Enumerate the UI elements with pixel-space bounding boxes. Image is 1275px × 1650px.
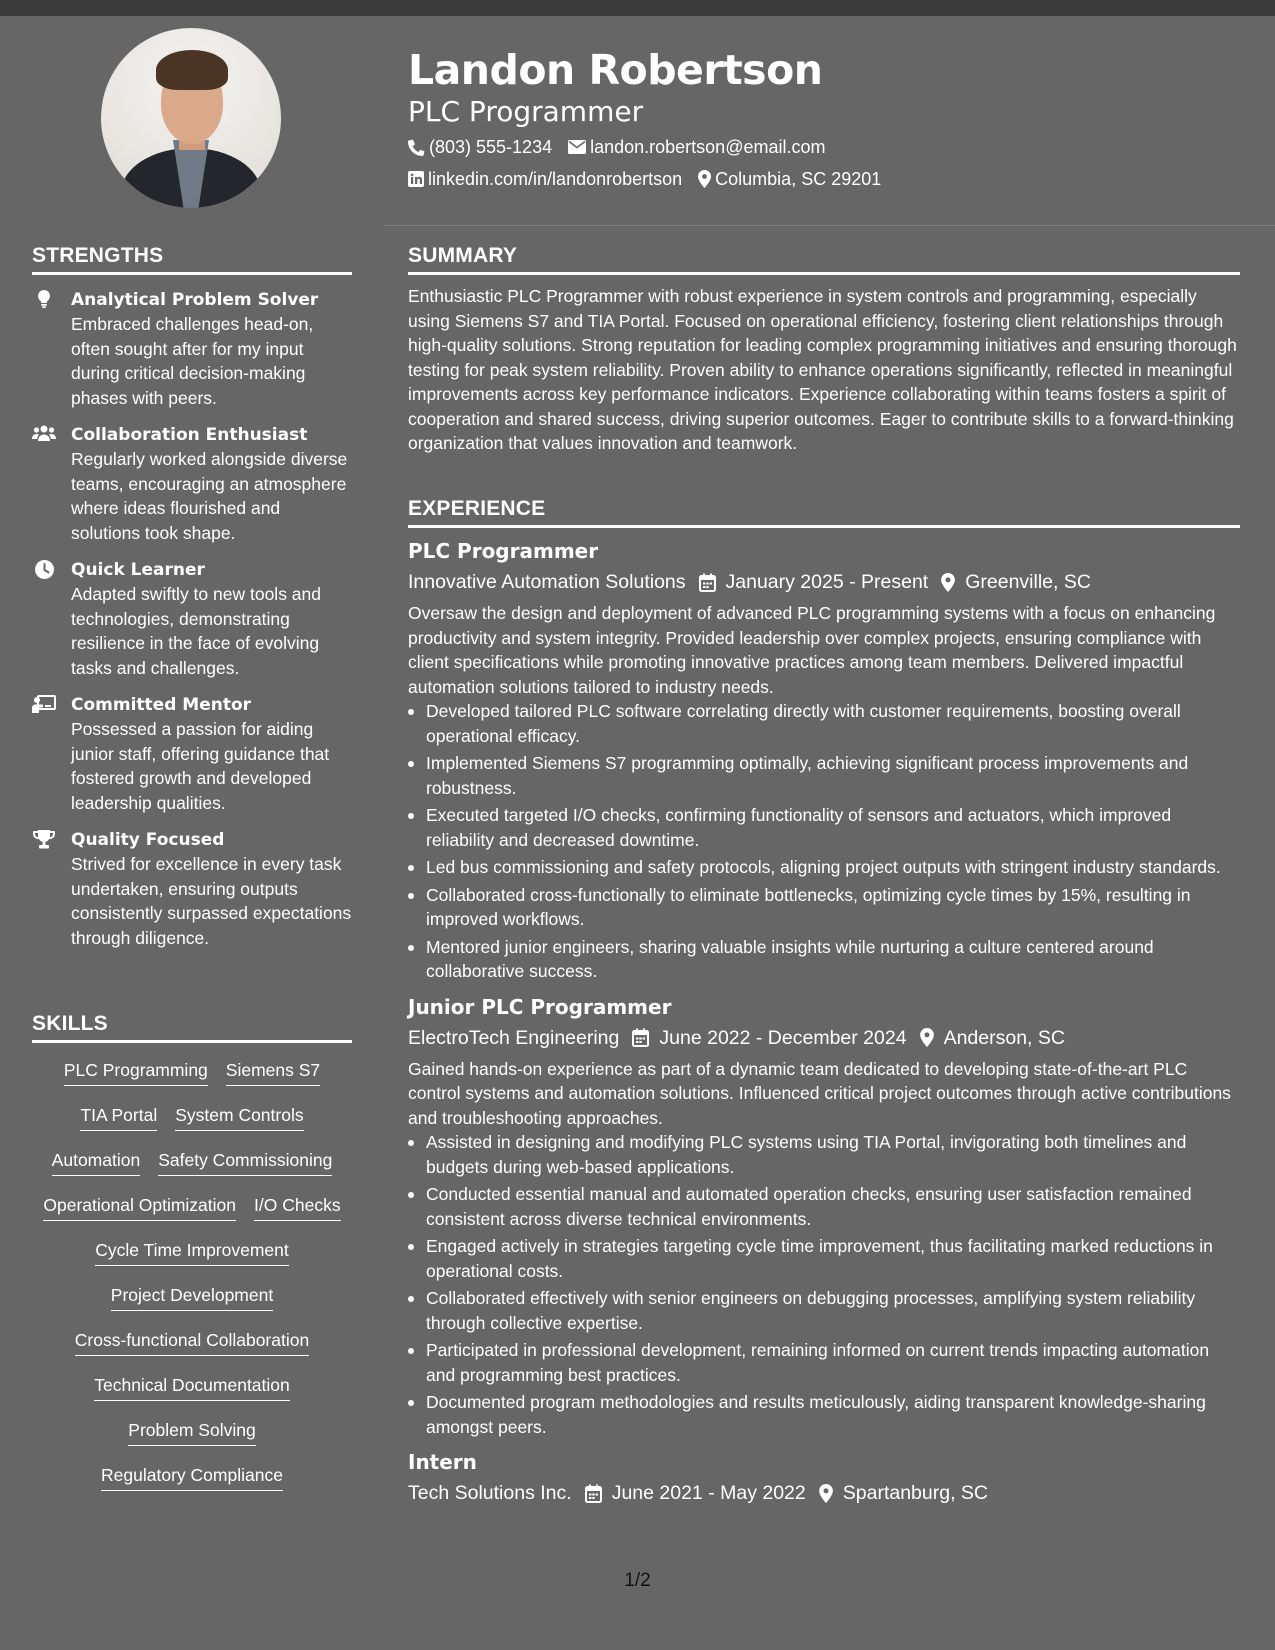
strengths-section xyxy=(32,244,352,950)
strength-title: Quality Focused xyxy=(71,830,225,850)
skill-tag: Cycle Time Improvement xyxy=(95,1237,289,1266)
map-marker-icon xyxy=(920,1028,934,1047)
strength-item xyxy=(32,558,352,680)
summary-section xyxy=(408,244,1240,456)
candidate-name: Landon Robertson xyxy=(408,46,823,94)
contact-row xyxy=(408,134,825,160)
job-title: PLC Programmer xyxy=(408,539,599,563)
job-dates: January 2025 - Present xyxy=(725,571,929,593)
strength-item xyxy=(32,423,352,545)
email-contact[interactable] xyxy=(568,134,825,160)
strength-item xyxy=(32,828,352,950)
experience-heading: EXPERIENCE xyxy=(408,497,1240,528)
linkedin-text: linkedin.com/in/landonrobertson xyxy=(428,169,683,189)
strength-desc: Embraced challenges head-on, often sought after for my input during critical decision-making phases with peers. xyxy=(71,314,314,408)
map-marker-icon xyxy=(941,573,955,592)
skill-tag: I/O Checks xyxy=(254,1192,341,1221)
job-location: Greenville, SC xyxy=(965,571,1091,593)
clock-icon xyxy=(32,560,56,580)
linkedin-contact[interactable] xyxy=(408,166,682,192)
job-location: Spartanburg, SC xyxy=(842,1482,989,1504)
summary-text: Enthusiastic PLC Programmer with robust experience in system controls and programming, especially using Siemens S7 and TIA Portal. Focused on operational efficiency, fostering client relationships through high-quality solutions. Strong reputation for leading complex programming initiatives and ensuring thorough testing for peak system reliability. Proven ability to enhance operations significantly, reflected in meaningful improvements across key performance indicators. Experience collaborating within teams fosters a spirit of cooperation and shared success, driving superior outcomes. Eager to contribute skills to a forward-thinking organization that values innovation and teamwork. xyxy=(408,286,1237,453)
chalkboard-teacher-icon xyxy=(32,695,56,715)
location-contact xyxy=(698,166,881,192)
strength-desc: Regularly worked alongside diverse teams, encouraging an atmosphere where ideas flourished and solutions took shape. xyxy=(71,449,348,543)
job-description: Gained hands-on experience as part of a dynamic team dedicated to developing state-of-the-art PLC control systems and automation solutions. Influenced critical project outcomes through active contributions and troubleshooting approaches. xyxy=(408,1058,1231,1128)
header-divider xyxy=(383,225,1275,226)
skills-heading: SKILLS xyxy=(32,1012,352,1043)
strength-title: Quick Learner xyxy=(71,560,205,580)
strength-desc: Strived for excellence in every task undertaken, ensuring outputs consistently surpassed expectations through diligence. xyxy=(71,854,352,948)
job-location: Anderson, SC xyxy=(943,1026,1065,1049)
job-bullets xyxy=(408,699,1240,984)
calendar-icon xyxy=(585,1484,602,1503)
strength-desc: Possessed a passion for aiding junior staff, offering guidance that fostered growth and developed leadership qualities. xyxy=(71,719,330,813)
users-icon xyxy=(32,425,56,445)
skill-tag: Operational Optimization xyxy=(43,1192,236,1221)
skill-tag: TIA Portal xyxy=(80,1102,157,1131)
job-meta xyxy=(408,1024,1240,1052)
job-entry xyxy=(408,993,1240,1440)
strength-title: Analytical Problem Solver xyxy=(71,290,319,310)
skill-tag: Cross-functional Collaboration xyxy=(75,1327,309,1356)
job-title: Intern xyxy=(408,1450,477,1474)
job-bullet: Assisted in designing and modifying PLC systems using TIA Portal, invigorating both timelines and budgets during web-based applications. xyxy=(408,1130,1240,1179)
strength-title: Committed Mentor xyxy=(71,695,252,715)
job-bullet: Participated in professional development, remaining informed on current trends impacting automation and programming best practices. xyxy=(408,1338,1240,1387)
company-name: ElectroTech Engineering xyxy=(408,1026,620,1049)
skill-tag: Technical Documentation xyxy=(94,1372,290,1401)
strength-item xyxy=(32,288,352,410)
strength-desc: Adapted swiftly to new tools and technologies, demonstrating resilience in the face of evolving tasks and challenges. xyxy=(71,584,322,678)
strength-title: Collaboration Enthusiast xyxy=(71,425,308,445)
summary-heading: SUMMARY xyxy=(408,244,1240,275)
skills-section xyxy=(32,1012,352,1507)
skill-tag: Automation xyxy=(52,1147,141,1176)
job-meta xyxy=(408,568,1240,596)
job-bullet: Collaborated effectively with senior engineers on debugging processes, amplifying system reliability through collective expertise. xyxy=(408,1286,1240,1335)
page-number: 1/2 xyxy=(624,1570,651,1591)
skills-list xyxy=(32,1057,352,1507)
company-name: Innovative Automation Solutions xyxy=(408,571,686,593)
email-text: landon.robertson@email.com xyxy=(590,137,826,157)
phone-icon xyxy=(408,139,425,156)
phone-contact[interactable] xyxy=(408,134,552,160)
phone-text: (803) 555-1234 xyxy=(429,137,553,157)
map-marker-icon xyxy=(819,1484,833,1503)
job-entry xyxy=(408,1448,1240,1507)
skill-tag: Siemens S7 xyxy=(226,1057,320,1086)
job-bullet: Implemented Siemens S7 programming optimally, achieving significant process improvements and robustness. xyxy=(408,751,1240,800)
strength-item xyxy=(32,693,352,815)
strengths-heading: STRENGTHS xyxy=(32,244,352,275)
profile-photo xyxy=(101,28,281,208)
job-description: Oversaw the design and deployment of advanced PLC programming systems with a focus on enhancing productivity and system integrity. Provided leadership over complex projects, ensuring compliance with client specifications while promoting innovative practices among team members. Delivered impactful automation solutions tailored to industry needs. xyxy=(408,603,1216,697)
job-bullet: Collaborated cross-functionally to eliminate bottlenecks, optimizing cycle times by 15%, resulting in improved workflows. xyxy=(408,883,1240,932)
job-bullet: Documented program methodologies and results meticulously, aiding transparent knowledge-sharing amongst peers. xyxy=(408,1390,1240,1439)
job-bullet: Mentored junior engineers, sharing valuable insights while nurturing a culture centered around collaborative success. xyxy=(408,935,1240,984)
job-bullet: Developed tailored PLC software correlating directly with customer requirements, boosting overall operational efficacy. xyxy=(408,699,1240,748)
location-text: Columbia, SC 29201 xyxy=(715,169,882,189)
top-bar xyxy=(0,0,1275,16)
contact-row xyxy=(408,166,881,192)
job-bullet: Executed targeted I/O checks, confirming functionality of sensors and actuators, which improved reliability and decreased downtime. xyxy=(408,803,1240,852)
skill-tag: Regulatory Compliance xyxy=(101,1462,283,1491)
calendar-icon xyxy=(699,573,716,592)
skill-tag: System Controls xyxy=(175,1102,303,1131)
job-dates: June 2022 - December 2024 xyxy=(659,1026,907,1049)
skill-tag: Safety Commissioning xyxy=(158,1147,332,1176)
job-bullet: Conducted essential manual and automated operation checks, ensuring user satisfaction remained consistent across diverse technical environments. xyxy=(408,1182,1240,1231)
calendar-icon xyxy=(632,1028,649,1047)
company-name: Tech Solutions Inc. xyxy=(408,1482,572,1504)
linkedin-icon xyxy=(408,171,424,187)
skill-tag: Project Development xyxy=(111,1282,273,1311)
lightbulb-icon xyxy=(32,290,56,310)
job-bullets xyxy=(408,1130,1240,1439)
skill-tag: Problem Solving xyxy=(128,1417,255,1446)
map-marker-icon xyxy=(698,170,711,188)
job-bullet: Led bus commissioning and safety protocols, aligning project outputs with stringent industry standards. xyxy=(408,855,1240,880)
experience-section xyxy=(408,497,1240,1507)
job-bullet: Engaged actively in strategies targeting cycle time improvement, thus facilitating marked reductions in operational costs. xyxy=(408,1234,1240,1283)
job-title: Junior PLC Programmer xyxy=(408,994,672,1019)
job-meta xyxy=(408,1479,1240,1507)
envelope-icon xyxy=(568,140,586,154)
trophy-icon xyxy=(32,830,56,850)
candidate-role: PLC Programmer xyxy=(408,95,644,128)
job-dates: June 2021 - May 2022 xyxy=(611,1482,806,1504)
skill-tag: PLC Programming xyxy=(64,1057,208,1086)
job-entry xyxy=(408,537,1240,984)
